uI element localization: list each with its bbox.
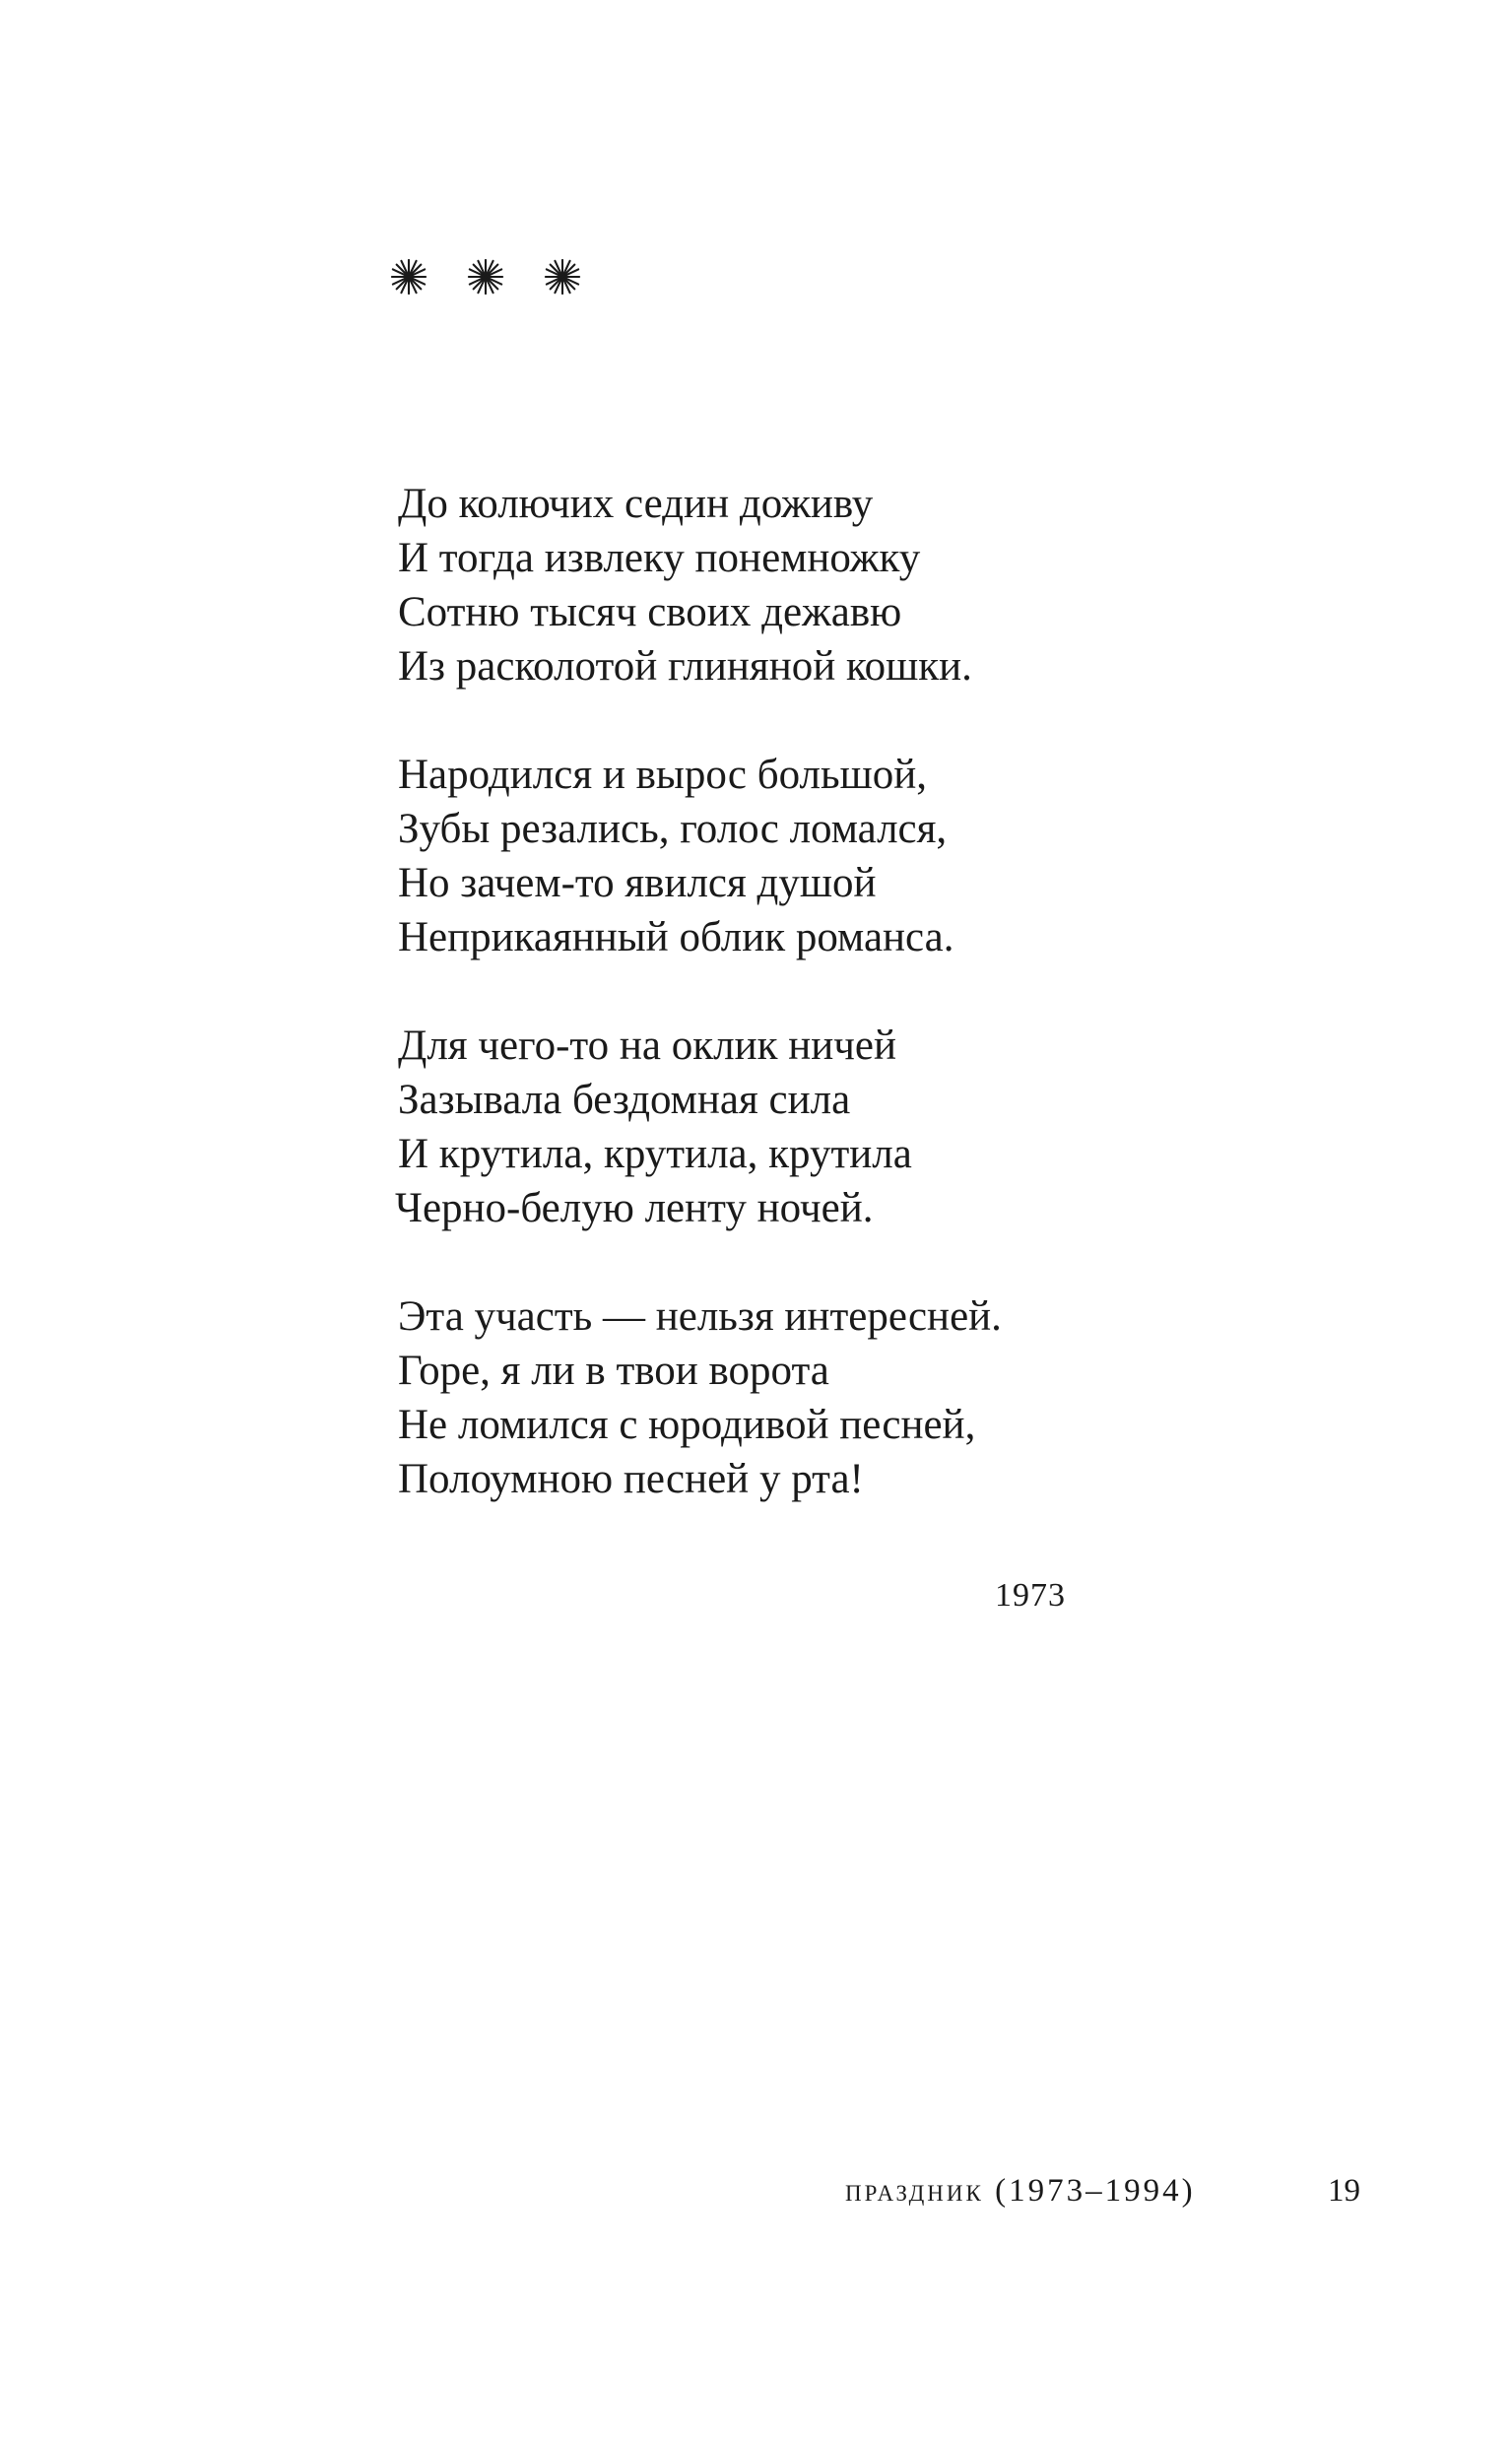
stanza-1 [398, 477, 1284, 693]
poem-date: 1973 [995, 1577, 1066, 1614]
poem-line: Неприкаянный облик романса. [398, 914, 954, 960]
asterisk-icon [467, 258, 504, 296]
poem-body [395, 477, 1284, 1506]
poem-line: Для чего-то на оклик ничей [398, 1023, 896, 1069]
poem-line: Сотню тысяч своих дежавю [398, 589, 902, 635]
poem-line: До колючих седин доживу [398, 481, 874, 527]
poem-line: Из расколотой глиняной кошки. [398, 643, 972, 690]
asterisk-icon [390, 258, 427, 296]
poem-line: Не ломился с юродивой песней, [398, 1402, 976, 1448]
poem-line: Зазывала бездомная сила [398, 1077, 851, 1123]
poem-line: И крутила, крутила, крутила [398, 1131, 912, 1177]
asterism-ornament [390, 258, 581, 296]
poem-line: И тогда извлеку понемножку [398, 535, 921, 581]
asterisk-icon [544, 258, 581, 296]
poem-line: Зубы резались, голос ломался, [398, 806, 948, 852]
poem-line: Полоумною песней у рта! [398, 1456, 864, 1502]
stanza-2 [398, 748, 1284, 964]
poem-line: Но зачем-то явился душой [398, 860, 877, 906]
page-number: 19 [1328, 2173, 1360, 2209]
poem-line: Народился и вырос большой, [398, 752, 927, 798]
poem-line: Черно-белую ленту ночей. [395, 1185, 874, 1231]
stanza-4 [398, 1289, 1284, 1506]
running-head: праздник (1973–1994) [845, 2173, 1196, 2209]
poem-line: Горе, я ли в твои ворота [398, 1348, 829, 1394]
stanza-3 [395, 1019, 1284, 1235]
poem-line: Эта участь — нельзя интересней. [398, 1293, 1002, 1340]
